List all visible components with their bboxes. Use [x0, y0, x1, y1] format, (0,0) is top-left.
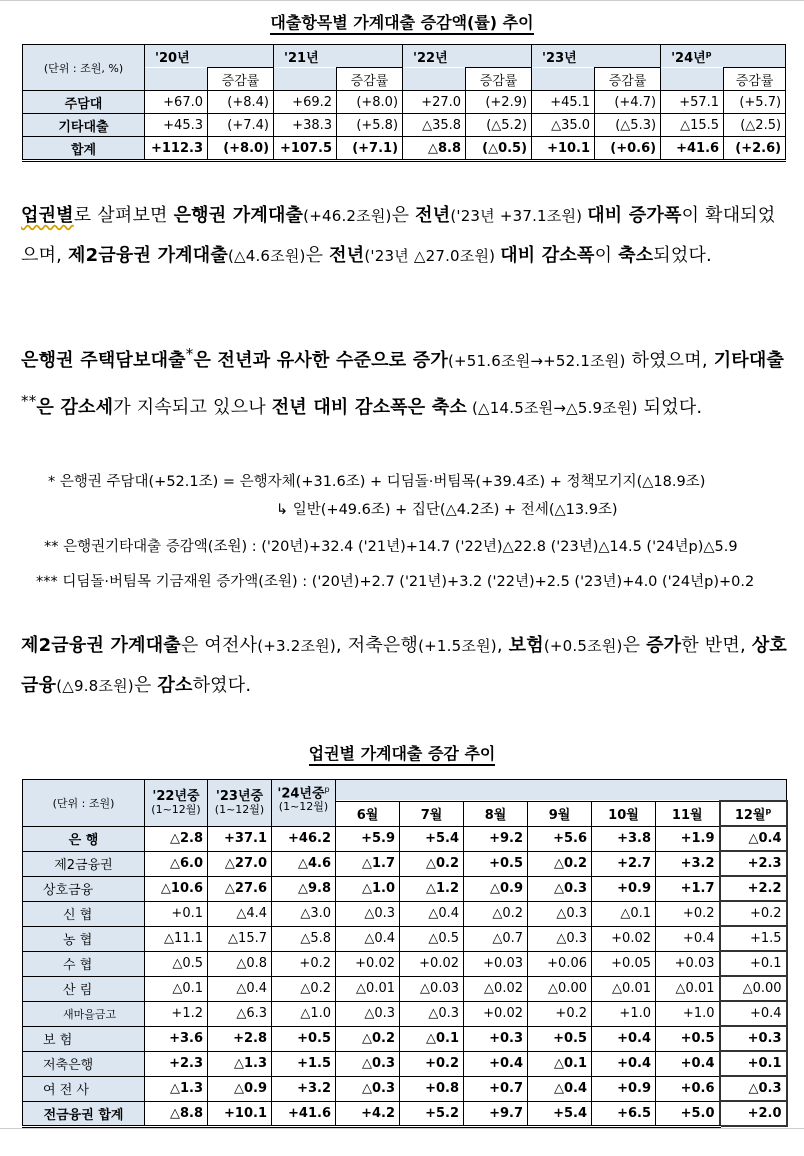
table-cell: △0.5 [400, 926, 464, 951]
table-cell: △0.3 [528, 926, 592, 951]
table-cell: +0.1 [720, 1051, 787, 1076]
table-cell: +2.3 [720, 851, 787, 876]
table-cell: +0.5 [528, 1026, 592, 1051]
table-cell: +0.2 [400, 1051, 464, 1076]
table-cell: +5.9 [336, 826, 400, 851]
table-cell: (+8.4) [208, 91, 274, 114]
table2-col-2023: '23년중 (1~12월) [208, 780, 272, 827]
table-cell: △0.9 [208, 1076, 272, 1101]
table-cell: (+8.0) [208, 137, 274, 161]
table-cell: △1.0 [336, 876, 400, 901]
month-header: 10월 [592, 801, 656, 826]
table-cell: △0.01 [336, 976, 400, 1001]
table-cell: +0.9 [592, 1076, 656, 1101]
table-row [23, 1001, 787, 1026]
table-cell: △2.8 [145, 826, 208, 851]
table-cell: (△5.2) [466, 114, 532, 137]
table-cell: △0.5 [145, 951, 208, 976]
table-cell: +0.4 [656, 926, 720, 951]
table-cell: +0.9 [592, 876, 656, 901]
table-cell: △1.0 [272, 1001, 336, 1026]
table-cell: △6.3 [208, 1001, 272, 1026]
table1-sub-label: 증감률 [466, 68, 532, 91]
table-cell: +0.6 [656, 1076, 720, 1101]
table-cell: +0.06 [528, 951, 592, 976]
table-cell: +37.1 [208, 826, 272, 851]
table-cell: △0.4 [528, 1076, 592, 1101]
table-cell: +5.4 [528, 1101, 592, 1126]
table-cell: △0.9 [464, 876, 528, 901]
row-label: 저축은행 [23, 1051, 145, 1076]
table-row-total [23, 1101, 787, 1126]
table-cell: +5.4 [400, 826, 464, 851]
table-cell: △0.2 [336, 1026, 400, 1051]
table-cell: △0.03 [400, 976, 464, 1001]
table-cell: △4.4 [208, 901, 272, 926]
table-cell: △11.1 [145, 926, 208, 951]
table-cell: +0.5 [272, 1026, 336, 1051]
footnote-1: * 은행권 주담대(+52.1조) = 은행자체(+31.6조) + 디딤돌·버팀목(+39.4조) + 정책모기지(△18.9조) [48, 474, 706, 490]
table-cell: +0.05 [592, 951, 656, 976]
table2-unit: (단위 : 조원) [23, 780, 145, 827]
table-cell: △0.4 [208, 976, 272, 1001]
table-cell: +5.2 [400, 1101, 464, 1126]
footnote-2: ** 은행권기타대출 증감액(조원) : ('20년)+32.4 ('21년)+14.7 ('22년)△22.8 ('23년)△14.5 ('24년p)△5.9 [44, 539, 738, 555]
table-cell: △0.3 [528, 876, 592, 901]
table-cell: △3.0 [272, 901, 336, 926]
table-cell: △8.8 [145, 1101, 208, 1126]
table-cell: (+4.7) [595, 91, 661, 114]
table-cell: +0.4 [592, 1026, 656, 1051]
table-cell: +38.3 [274, 114, 337, 137]
row-label: 신 협 [23, 901, 145, 926]
table-row [23, 851, 787, 876]
table-cell: +2.8 [208, 1026, 272, 1051]
month-header: 12월$^p$ [720, 801, 787, 826]
paragraph-1: 업권별로 살펴보면 은행권 가계대출(+46.2조원)은 전년('23년 +37.1조원) 대비 증가폭이 확대되었으며, 제2금융권 가계대출(△4.6조원)은 전년('23년 △27.0조원) 대비 감소폭이 축소되었다. [21, 205, 776, 266]
table-row [23, 1076, 787, 1101]
table-cell: +5.6 [528, 826, 592, 851]
table1-title: 대출항목별 가계대출 증감액(률) 추이 [0, 10, 804, 33]
row-label: 농 협 [23, 926, 145, 951]
footnote-3: *** 디딤돌·버팀목 기금재원 증가액(조원) : ('20년)+2.7 ('21년)+3.2 ('22년)+2.5 ('23년)+4.0 ('24년p)+0.2 [36, 574, 755, 590]
table2-title: 업권별 가계대출 증감 추이 [0, 741, 804, 764]
row-label: 기타대출 [23, 114, 145, 137]
table-cell: +112.3 [145, 137, 208, 161]
table1-sub-label: 증감률 [595, 68, 661, 91]
table-cell: +0.4 [656, 1051, 720, 1076]
table1-year: '21년 [274, 45, 403, 68]
table-cell: △35.0 [532, 114, 595, 137]
table-cell: △0.3 [336, 1076, 400, 1101]
table1-year: '22년 [403, 45, 532, 68]
row-label: 합계 [23, 137, 145, 161]
table-cell: △27.0 [208, 851, 272, 876]
table-cell: (+0.6) [595, 137, 661, 161]
table-cell: +0.4 [720, 1001, 787, 1026]
row-label: 은 행 [23, 826, 145, 851]
table-cell: +6.5 [592, 1101, 656, 1126]
table-cell: +9.7 [464, 1101, 528, 1126]
month-header: 7월 [400, 801, 464, 826]
table-cell: +67.0 [145, 91, 208, 114]
table-cell: △10.6 [145, 876, 208, 901]
footnote-1-detail: ↳ 일반(+49.6조) + 집단(△4.2조) + 전세(△13.9조) [276, 502, 618, 518]
table-row [23, 951, 787, 976]
table-cell: +2.3 [145, 1051, 208, 1076]
table-cell: (+2.9) [466, 91, 532, 114]
paragraph-4: 제2금융권 가계대출은 여전사(+3.2조원), 저축은행(+1.5조원), 보험(+0.5조원)은 증가한 반면, 상호금융(△9.8조원)은 감소하였다. [21, 635, 787, 696]
table-cell: (△2.5) [724, 114, 786, 137]
table-cell: △0.3 [528, 901, 592, 926]
table-cell: +1.0 [592, 1001, 656, 1026]
table-cell: △0.01 [592, 976, 656, 1001]
row-label: 보 험 [23, 1026, 145, 1051]
table-cell: △0.3 [336, 1051, 400, 1076]
table-cell: △0.3 [400, 1001, 464, 1026]
row-label: 전금융권 합계 [23, 1101, 145, 1126]
table-cell: +10.1 [208, 1101, 272, 1126]
table-cell: +3.6 [145, 1026, 208, 1051]
table-cell: △0.2 [272, 976, 336, 1001]
table-cell: △0.7 [464, 926, 528, 951]
table-cell: △0.3 [720, 1076, 787, 1101]
table-cell: +0.7 [464, 1076, 528, 1101]
table2-col-2024: '24년중$^p$ (1~12월) [272, 780, 336, 827]
row-label: 여 전 사 [23, 1076, 145, 1101]
table-cell: +2.0 [720, 1101, 787, 1126]
table-cell: (+7.4) [208, 114, 274, 137]
table1-year: '23년 [532, 45, 661, 68]
table-row [23, 901, 787, 926]
table-cell: +1.5 [720, 926, 787, 951]
table-cell: +2.2 [720, 876, 787, 901]
table-row [23, 1026, 787, 1051]
table-cell: △0.1 [528, 1051, 592, 1076]
table-cell: △0.00 [528, 976, 592, 1001]
table-cell: △1.7 [336, 851, 400, 876]
table-cell: (+5.8) [337, 114, 403, 137]
table-cell: +0.8 [400, 1076, 464, 1101]
table-cell: +0.02 [592, 926, 656, 951]
table-cell: +0.03 [656, 951, 720, 976]
table-cell: +2.7 [592, 851, 656, 876]
table-row [23, 976, 787, 1001]
row-label: 상호금융 [23, 876, 145, 901]
table-cell: △27.6 [208, 876, 272, 901]
table-cell: △1.3 [208, 1051, 272, 1076]
table-cell: +41.6 [661, 137, 724, 161]
table-cell: +0.02 [400, 951, 464, 976]
table-cell: △0.00 [720, 976, 787, 1001]
page-top-edge [0, 0, 804, 1]
table1-sub-label: 증감률 [208, 68, 274, 91]
table-cell: +0.02 [464, 1001, 528, 1026]
table-cell: △0.2 [400, 851, 464, 876]
table-cell: △0.4 [336, 926, 400, 951]
table-cell: +45.1 [532, 91, 595, 114]
table-cell: +57.1 [661, 91, 724, 114]
table1-year: '24년$^p$ [661, 45, 786, 68]
table-cell: +0.2 [272, 951, 336, 976]
table-cell: +107.5 [274, 137, 337, 161]
table-row [23, 114, 786, 137]
table-cell: +27.0 [403, 91, 466, 114]
table-cell: +1.0 [656, 1001, 720, 1026]
table-row [23, 826, 787, 851]
table-cell: △4.6 [272, 851, 336, 876]
table-cell: +45.3 [145, 114, 208, 137]
table1-unit: (단위 : 조원, %) [23, 45, 145, 91]
table-cell: +0.2 [720, 901, 787, 926]
table-row [23, 1051, 787, 1076]
table-cell: +0.02 [336, 951, 400, 976]
table-cell: △0.1 [592, 901, 656, 926]
table-row [23, 876, 787, 901]
table-cell: △15.7 [208, 926, 272, 951]
table-cell: +0.4 [464, 1051, 528, 1076]
table-cell: △0.4 [720, 826, 787, 851]
row-label: 수 협 [23, 951, 145, 976]
table-cell: +41.6 [272, 1101, 336, 1126]
month-header: 11월 [656, 801, 720, 826]
table1-header-row [23, 45, 786, 68]
table-cell: (△5.3) [595, 114, 661, 137]
table-row-total [23, 137, 786, 161]
table-cell: △1.3 [145, 1076, 208, 1101]
loan-type-table [22, 44, 786, 162]
table-cell: +0.03 [464, 951, 528, 976]
table-cell: +0.3 [720, 1026, 787, 1051]
table-cell: +5.0 [656, 1101, 720, 1126]
table-cell: △1.2 [400, 876, 464, 901]
table-cell: +0.4 [592, 1051, 656, 1076]
table-cell: △0.3 [336, 1001, 400, 1026]
table1-sub-label: 증감률 [337, 68, 403, 91]
table-cell: +0.1 [145, 901, 208, 926]
table-cell: +1.7 [656, 876, 720, 901]
row-label: 새마을금고 [23, 1001, 145, 1026]
row-label: 주담대 [23, 91, 145, 114]
table1-sub-label: 증감률 [724, 68, 786, 91]
table-row [23, 926, 787, 951]
table-cell: △35.8 [403, 114, 466, 137]
table-cell: +0.5 [656, 1026, 720, 1051]
table-cell: △0.4 [400, 901, 464, 926]
month-header: 9월 [528, 801, 592, 826]
table-cell: (+7.1) [337, 137, 403, 161]
table-cell: △0.01 [656, 976, 720, 1001]
table-cell: (△0.5) [466, 137, 532, 161]
table-cell: +3.2 [656, 851, 720, 876]
row-label: 제2금융권 [23, 851, 145, 876]
table-cell: △0.1 [145, 976, 208, 1001]
table2-header-row [23, 780, 787, 802]
table-cell: △5.8 [272, 926, 336, 951]
table-cell: △6.0 [145, 851, 208, 876]
table-cell: +3.8 [592, 826, 656, 851]
table-cell: (+8.0) [337, 91, 403, 114]
page-bottom-edge [0, 1128, 804, 1129]
month-header: 6월 [336, 801, 400, 826]
table-cell: +1.9 [656, 826, 720, 851]
table-cell: +4.2 [336, 1101, 400, 1126]
table-cell: △0.8 [208, 951, 272, 976]
table-cell: +0.2 [528, 1001, 592, 1026]
table-cell: +69.2 [274, 91, 337, 114]
table-cell: △0.2 [464, 901, 528, 926]
table-cell: (+5.7) [724, 91, 786, 114]
table-cell: +3.2 [272, 1076, 336, 1101]
paragraph-2: 은행권 주택담보대출*은 전년과 유사한 수준으로 증가(+51.6조원→+52.1조원) 하였으며, 기타대출**은 감소세가 지속되고 있으나 전년 대비 감소폭은 축소 (△14.5조원→△5.9조원) 되었다. [21, 345, 785, 418]
table-cell: +10.1 [532, 137, 595, 161]
table-cell: △8.8 [403, 137, 466, 161]
month-header: 8월 [464, 801, 528, 826]
table2-col-2022: '22년중 (1~12월) [145, 780, 208, 827]
table-cell: +9.2 [464, 826, 528, 851]
table-cell: △0.3 [336, 901, 400, 926]
table-cell: +1.2 [145, 1001, 208, 1026]
table-cell: +0.5 [464, 851, 528, 876]
row-label: 산 림 [23, 976, 145, 1001]
table-cell: △15.5 [661, 114, 724, 137]
table-row [23, 91, 786, 114]
table-cell: +0.2 [656, 901, 720, 926]
table-cell: +46.2 [272, 826, 336, 851]
table-cell: △0.2 [528, 851, 592, 876]
table-cell: +1.5 [272, 1051, 336, 1076]
table-cell: △0.02 [464, 976, 528, 1001]
table-cell: △0.1 [400, 1026, 464, 1051]
table-cell: +0.3 [464, 1026, 528, 1051]
sector-table [22, 779, 788, 1128]
table-cell: (+2.6) [724, 137, 786, 161]
table-cell: +0.1 [720, 951, 787, 976]
table-cell: △9.8 [272, 876, 336, 901]
table1-year: '20년 [145, 45, 274, 68]
